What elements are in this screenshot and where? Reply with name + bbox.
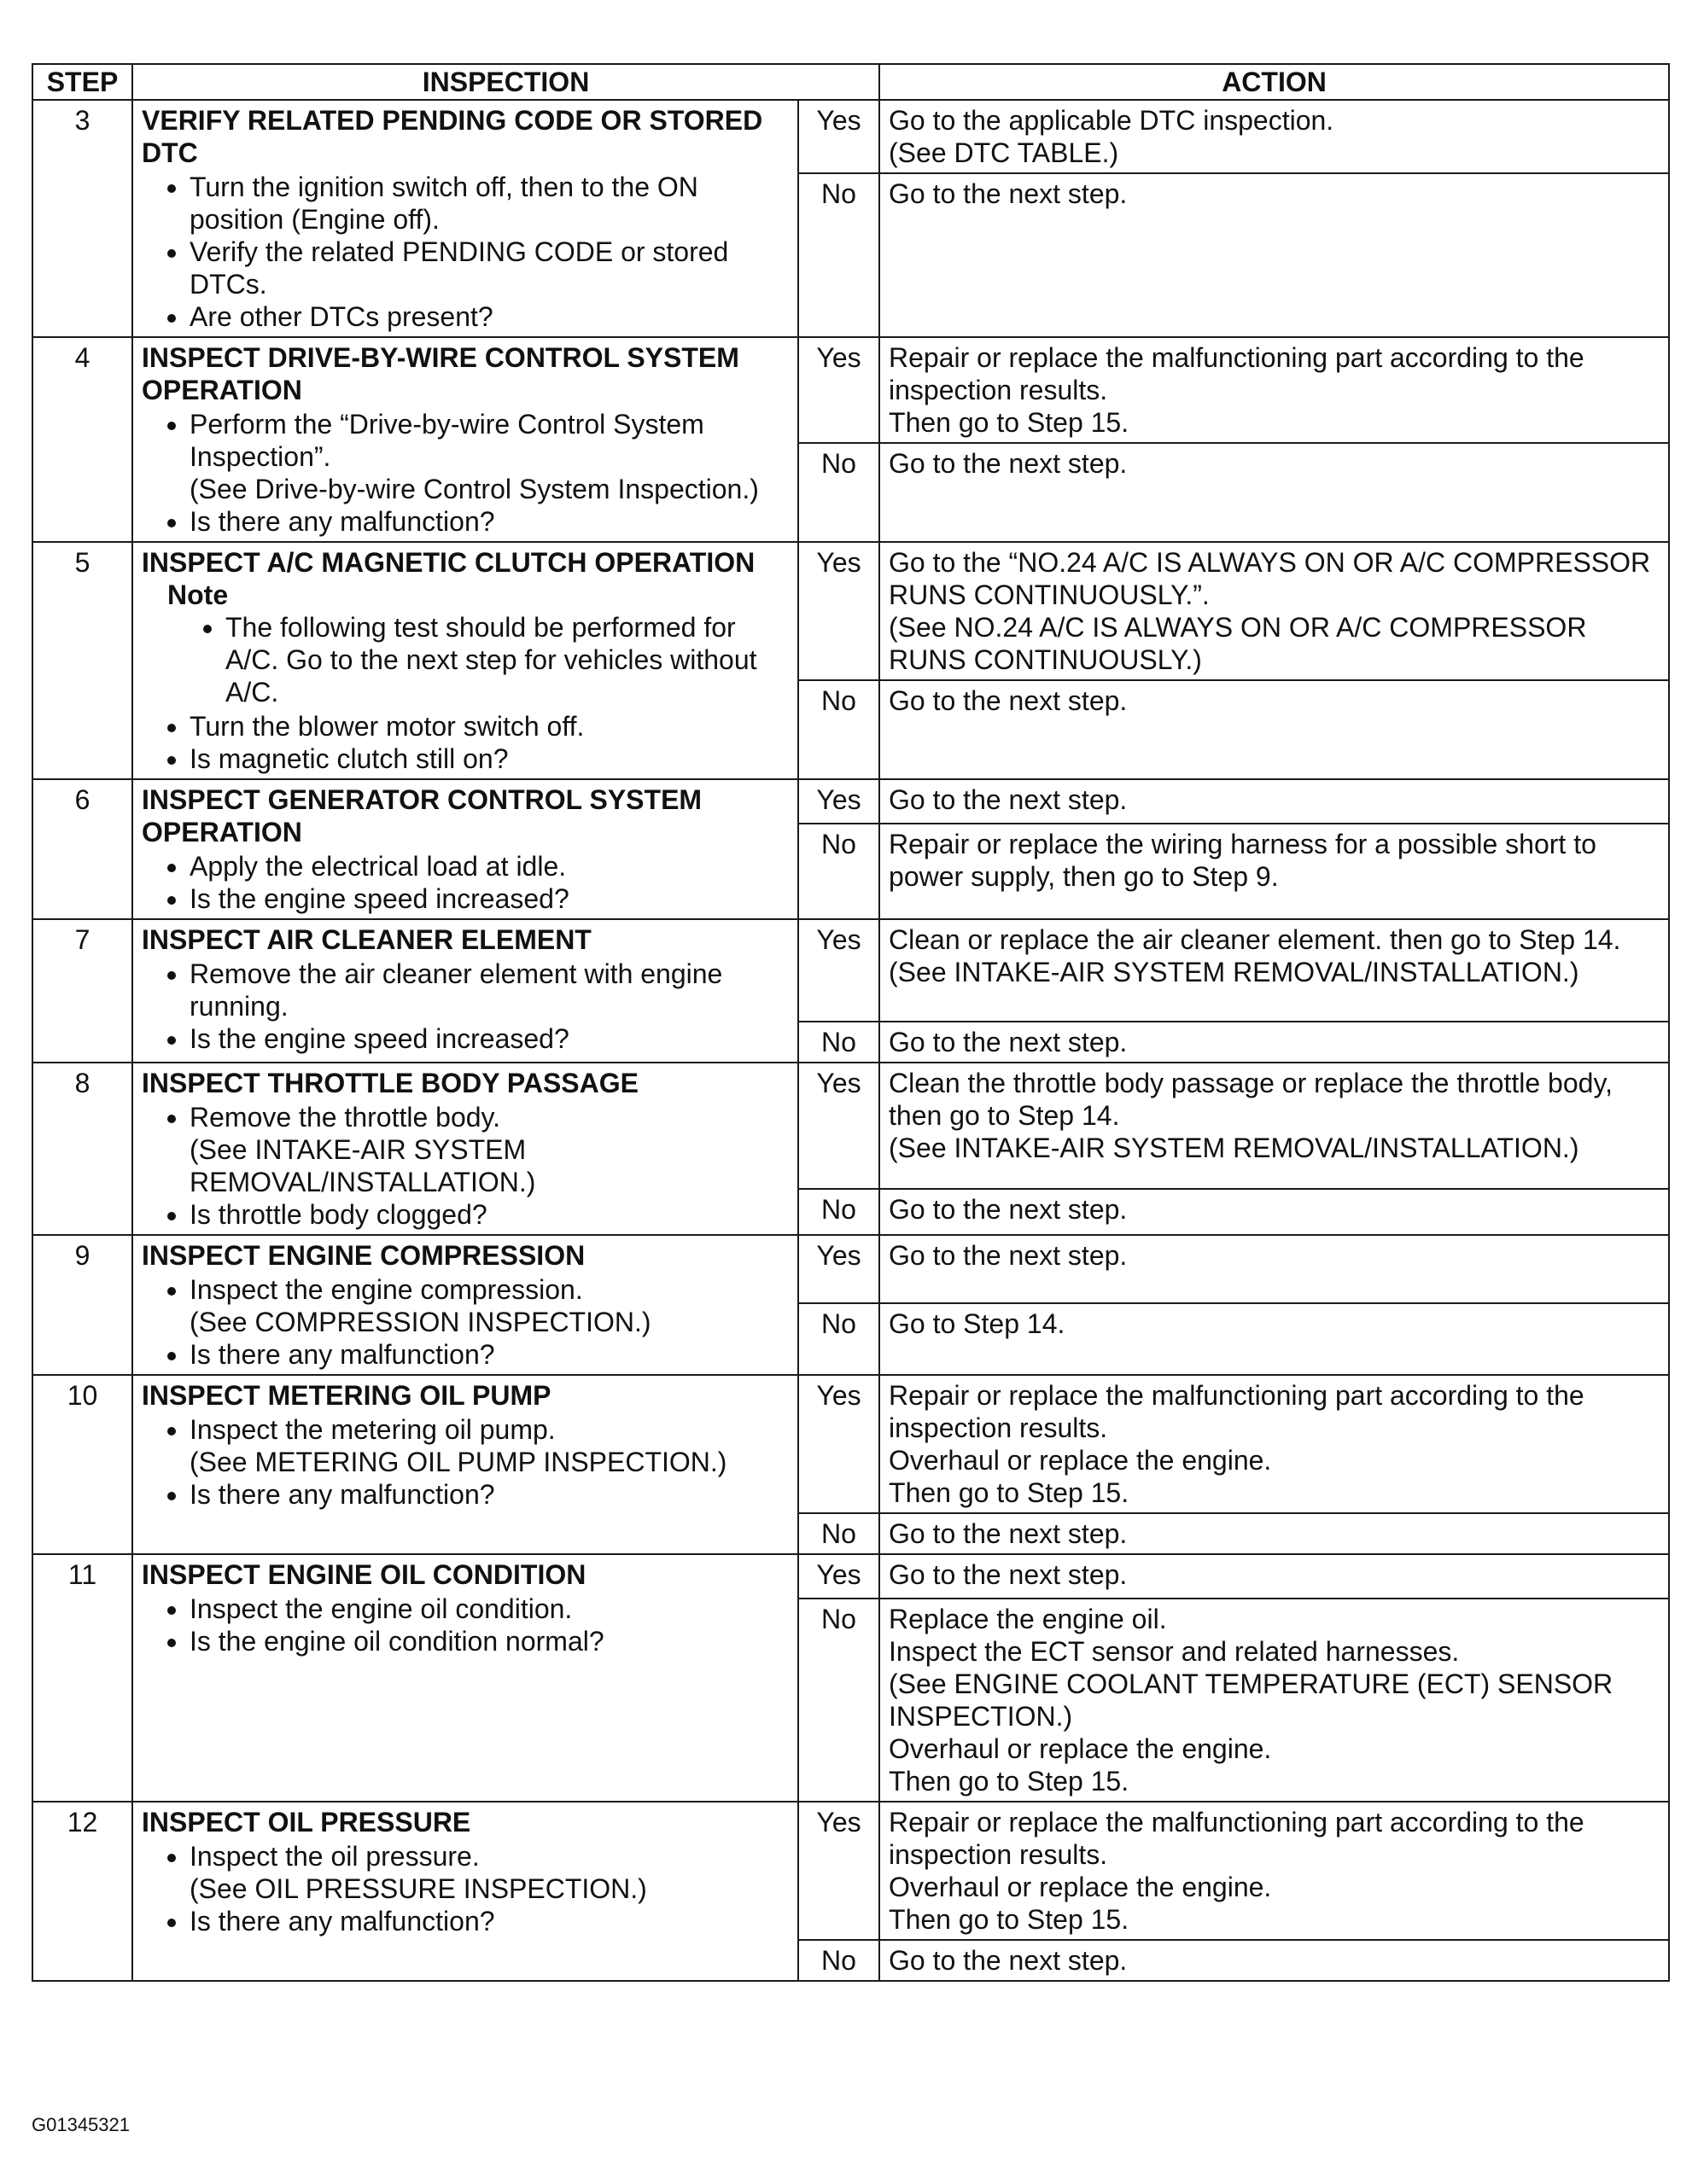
no-action: Replace the engine oil. Inspect the ECT sensor and related harnesses. (See ENGINE COOLANT TEMPERATURE (ECT) SENSOR INSPECTION.) Overhaul or replace the engine. Then go to Step 15. (879, 1599, 1669, 1802)
no-action: Go to the next step. (879, 1513, 1669, 1554)
inspection-bullets (142, 171, 789, 333)
yes-label: Yes (798, 1554, 879, 1599)
inspection-bullet: • Inspect the engine oil condition. (190, 1593, 789, 1625)
yes-action: Repair or replace the malfunctioning part according to the inspection results. Then go to Step 15. (879, 337, 1669, 443)
no-label: No (798, 1940, 879, 1981)
step-number: 12 (32, 1802, 132, 1981)
inspection-cell (132, 1375, 798, 1554)
inspection-bullet: • Are other DTCs present? (190, 300, 789, 333)
step-number: 10 (32, 1375, 132, 1554)
no-label: No (798, 680, 879, 779)
table-body (32, 100, 1669, 1981)
yes-action: Go to the next step. (879, 1554, 1669, 1599)
inspection-bullet: • Is throttle body clogged? (190, 1198, 789, 1231)
inspection-bullet: • Turn the ignition switch off, then to the ON position (Engine off). (190, 171, 789, 236)
inspection-cell (132, 1802, 798, 1981)
table-row (32, 542, 1669, 680)
inspection-bullet: • Perform the “Drive-by-wire Control System Inspection”. (See Drive-by-wire Control System Inspection.) (190, 408, 789, 505)
inspection-cell (132, 100, 798, 337)
inspection-bullet: • Is the engine oil condition normal? (190, 1625, 789, 1657)
inspection-cell (132, 1063, 798, 1235)
yes-label: Yes (798, 542, 879, 680)
yes-label: Yes (798, 1235, 879, 1303)
note-list (142, 611, 789, 708)
yes-action: Clean or replace the air cleaner element. then go to Step 14. (See INTAKE-AIR SYSTEM REMOVAL/INSTALLATION.) (879, 919, 1669, 1022)
inspection-bullets (142, 1273, 789, 1371)
table-row (32, 337, 1669, 443)
inspection-cell (132, 1554, 798, 1802)
inspection-bullet: • Apply the electrical load at idle. (190, 850, 789, 882)
table-row (32, 1063, 1669, 1189)
no-action: Go to the next step. (879, 1189, 1669, 1235)
inspection-bullet: • Remove the throttle body. (See INTAKE-AIR SYSTEM REMOVAL/INSTALLATION.) (190, 1101, 789, 1198)
no-label: No (798, 1303, 879, 1375)
inspection-bullet: • Remove the air cleaner element with engine running. (190, 958, 789, 1022)
table-row (32, 779, 1669, 824)
yes-action: Go to the “NO.24 A/C IS ALWAYS ON OR A/C COMPRESSOR RUNS CONTINUOUSLY.”. (See NO.24 A/C IS ALWAYS ON OR A/C COMPRESSOR RUNS CONTINUOUSLY.) (879, 542, 1669, 680)
table-row (32, 1375, 1669, 1513)
step-number: 5 (32, 542, 132, 779)
step-number: 4 (32, 337, 132, 542)
step-number: 6 (32, 779, 132, 919)
table-row (32, 1802, 1669, 1940)
inspection-bullet: • Verify the related PENDING CODE or stored DTCs. (190, 236, 789, 300)
inspection-bullets (142, 710, 789, 775)
step-number: 8 (32, 1063, 132, 1235)
table-row (32, 100, 1669, 173)
inspection-bullets (142, 408, 789, 538)
inspection-bullet: • Is magnetic clutch still on? (190, 743, 789, 775)
inspection-bullet: • Is there any malfunction? (190, 505, 789, 538)
no-label: No (798, 443, 879, 542)
inspection-cell (132, 1235, 798, 1375)
note-title: Note (167, 579, 229, 610)
no-action: Go to the next step. (879, 1940, 1669, 1981)
no-action: Go to the next step. (879, 173, 1669, 337)
yes-label: Yes (798, 1802, 879, 1940)
figure-id: G01345321 (32, 2114, 130, 2135)
step-number: 3 (32, 100, 132, 337)
yes-action: Go to the next step. (879, 1235, 1669, 1303)
inspection-title: INSPECT DRIVE-BY-WIRE CONTROL SYSTEM OPERATION (142, 342, 739, 405)
inspection-bullet: • Inspect the metering oil pump. (See METERING OIL PUMP INSPECTION.) (190, 1413, 789, 1478)
yes-label: Yes (798, 337, 879, 443)
note-item: • The following test should be performed for A/C. Go to the next step for vehicles without A/C. (225, 611, 789, 708)
step-number: 9 (32, 1235, 132, 1375)
inspection-title: INSPECT METERING OIL PUMP (142, 1380, 551, 1411)
yes-action: Clean the throttle body passage or replace the throttle body, then go to Step 14. (See INTAKE-AIR SYSTEM REMOVAL/INSTALLATION.) (879, 1063, 1669, 1189)
inspection-bullets (142, 1593, 789, 1657)
inspection-bullets (142, 1413, 789, 1511)
step-number: 7 (32, 919, 132, 1063)
inspection-bullets (142, 1840, 789, 1937)
diagnostic-table (32, 63, 1670, 1982)
header-inspection: INSPECTION (132, 64, 879, 100)
inspection-bullet: • Is there any malfunction? (190, 1478, 789, 1511)
yes-label: Yes (798, 100, 879, 173)
table-row (32, 1235, 1669, 1303)
inspection-title: INSPECT ENGINE COMPRESSION (142, 1240, 586, 1271)
yes-label: Yes (798, 919, 879, 1022)
inspection-title: INSPECT AIR CLEANER ELEMENT (142, 924, 592, 955)
inspection-title: INSPECT ENGINE OIL CONDITION (142, 1559, 586, 1590)
no-action: Go to the next step. (879, 443, 1669, 542)
inspection-title: INSPECT OIL PRESSURE (142, 1807, 471, 1837)
header-action: ACTION (879, 64, 1669, 100)
inspection-cell (132, 919, 798, 1063)
no-action: Go to the next step. (879, 1022, 1669, 1063)
inspection-bullet: • Inspect the oil pressure. (See OIL PRESSURE INSPECTION.) (190, 1840, 789, 1905)
inspection-cell (132, 337, 798, 542)
inspection-cell (132, 542, 798, 779)
yes-label: Yes (798, 1375, 879, 1513)
inspection-bullets (142, 1101, 789, 1231)
header-step: STEP (32, 64, 132, 100)
yes-action: Go to the next step. (879, 779, 1669, 824)
yes-label: Yes (798, 1063, 879, 1189)
inspection-title: INSPECT A/C MAGNETIC CLUTCH OPERATION (142, 547, 756, 578)
yes-action: Go to the applicable DTC inspection. (See DTC TABLE.) (879, 100, 1669, 173)
no-label: No (798, 1513, 879, 1554)
inspection-title: INSPECT THROTTLE BODY PASSAGE (142, 1068, 639, 1098)
no-label: No (798, 1599, 879, 1802)
inspection-bullets (142, 958, 789, 1055)
table-header-row (32, 64, 1669, 100)
yes-action: Repair or replace the malfunctioning part according to the inspection results. Overhaul or replace the engine. Then go to Step 15. (879, 1802, 1669, 1940)
no-label: No (798, 824, 879, 919)
no-label: No (798, 1022, 879, 1063)
inspection-bullet: • Turn the blower motor switch off. (190, 710, 789, 743)
inspection-bullet: • Is there any malfunction? (190, 1338, 789, 1371)
inspection-title: VERIFY RELATED PENDING CODE OR STORED DTC (142, 105, 763, 168)
no-action: Repair or replace the wiring harness for a possible short to power supply, then go to Step 9. (879, 824, 1669, 919)
inspection-bullet: • Is there any malfunction? (190, 1905, 789, 1937)
yes-action: Repair or replace the malfunctioning part according to the inspection results. Overhaul or replace the engine. Then go to Step 15. (879, 1375, 1669, 1513)
table-row (32, 1554, 1669, 1599)
table-row (32, 919, 1669, 1022)
no-action: Go to the next step. (879, 680, 1669, 779)
no-action: Go to Step 14. (879, 1303, 1669, 1375)
inspection-bullet: • Inspect the engine compression. (See COMPRESSION INSPECTION.) (190, 1273, 789, 1338)
no-label: No (798, 1189, 879, 1235)
no-label: No (798, 173, 879, 337)
inspection-bullets (142, 850, 789, 915)
inspection-title: INSPECT GENERATOR CONTROL SYSTEM OPERATION (142, 784, 703, 847)
step-number: 11 (32, 1554, 132, 1802)
inspection-cell (132, 779, 798, 919)
inspection-bullet: • Is the engine speed increased? (190, 1022, 789, 1055)
yes-label: Yes (798, 779, 879, 824)
inspection-bullet: • Is the engine speed increased? (190, 882, 789, 915)
